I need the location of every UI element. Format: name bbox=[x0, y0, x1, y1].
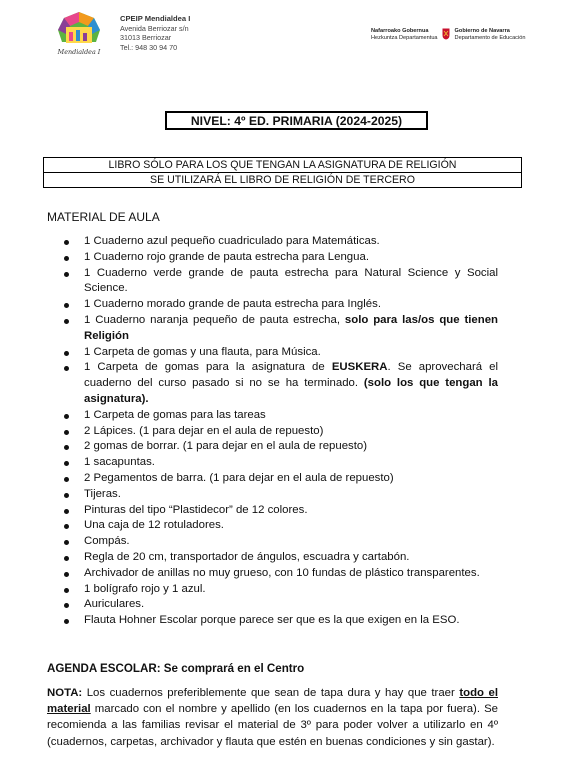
list-item-text: Pinturas del tipo “Plastidecor” de 12 colores. bbox=[84, 503, 308, 516]
list-item-text: Compás. bbox=[84, 535, 130, 548]
list-item-text: 1 Cuaderno rojo grande de pauta estrecha para Lengua. bbox=[84, 250, 369, 263]
list-item bbox=[47, 266, 498, 298]
bullet-icon bbox=[64, 477, 69, 482]
list-item-text: Tijeras. bbox=[84, 487, 121, 500]
list-item bbox=[47, 408, 498, 424]
school-info bbox=[120, 14, 190, 52]
list-item bbox=[47, 518, 498, 534]
list-item-text: 1 Cuaderno verde grande de pauta estrecha para Natural Science y Social Science. bbox=[84, 266, 498, 295]
gov-basque-name: Nafarroako Gobernua bbox=[371, 28, 429, 34]
nota-text: marcado con el nombre y apellido (en los cuadernos en la tapa por fuera). Se recomienda a las familias revisar el material de 3º para poder volver a utilizarlo en 4º (cuadernos, carpetas, archivador y flauta que estén en buenas condiciones y sin gastar). bbox=[47, 703, 498, 748]
school-phone: Tel.: 948 30 94 70 bbox=[120, 42, 178, 52]
list-item bbox=[47, 345, 498, 361]
bullet-icon bbox=[64, 572, 69, 577]
list-item-text: Flauta Hohner Escolar porque parece ser que es la que exigen en la ESO. bbox=[84, 614, 460, 627]
letterhead bbox=[0, 0, 566, 70]
bullet-icon bbox=[64, 351, 69, 356]
list-item bbox=[47, 297, 498, 313]
list-item bbox=[47, 424, 498, 440]
bullet-icon bbox=[64, 414, 69, 419]
gov-spanish-name: Gobierno de Navarra bbox=[454, 28, 510, 34]
bullet-icon bbox=[64, 619, 69, 624]
bullet-icon bbox=[64, 445, 69, 450]
list-item-text: Archivador de anillas no muy grueso, con 10 fundas de plástico transparentes. bbox=[84, 566, 480, 579]
nota-paragraph bbox=[47, 685, 498, 750]
bullet-icon bbox=[64, 509, 69, 514]
government-logo bbox=[371, 28, 525, 42]
list-item bbox=[47, 597, 498, 613]
bullet-icon bbox=[64, 430, 69, 435]
bullet-icon bbox=[64, 366, 69, 371]
list-item bbox=[47, 455, 498, 471]
bullet-icon bbox=[64, 493, 69, 498]
school-name: CPEIP Mendialdea I bbox=[120, 14, 191, 23]
list-item-text: Regla de 20 cm, transportador de ángulos, escuadra y cartabón. bbox=[84, 550, 410, 563]
bullet-icon bbox=[64, 303, 69, 308]
list-item bbox=[47, 503, 498, 519]
list-item-text: Una caja de 12 rotuladores. bbox=[84, 519, 224, 532]
list-item bbox=[47, 234, 498, 250]
religion-notice-line: SE UTILIZARÁ EL LIBRO DE RELIGIÓN DE TERCERO bbox=[44, 172, 521, 187]
school-logo-icon bbox=[48, 10, 110, 62]
bullet-icon bbox=[64, 556, 69, 561]
gov-spanish bbox=[455, 28, 526, 42]
list-item-text: 1 Carpeta de gomas para la asignatura de bbox=[84, 361, 332, 374]
list-item bbox=[47, 487, 498, 503]
school-address-line: 31013 Berriozar bbox=[120, 33, 172, 43]
list-item-text: 1 Carpeta de gomas y una flauta, para Música. bbox=[84, 345, 321, 358]
bullet-icon bbox=[64, 524, 69, 529]
list-item bbox=[47, 582, 498, 598]
list-item-text: 1 Cuaderno azul pequeño cuadriculado para Matemáticas. bbox=[84, 235, 380, 247]
navarra-shield-icon bbox=[442, 28, 450, 40]
nota-underlined: todo el material bbox=[47, 687, 498, 716]
agenda-note: AGENDA ESCOLAR: Se comprará en el Centro bbox=[47, 662, 305, 675]
list-item-text: 1 Cuaderno naranja pequeño de pauta estrecha, bbox=[84, 313, 345, 326]
list-item-text: 1 bolígrafo rojo y 1 azul. bbox=[84, 582, 206, 595]
gov-spanish-dept: Departamento de Educación bbox=[454, 35, 526, 42]
gov-basque-dept: Hezkuntza Departamentua bbox=[371, 35, 438, 42]
bullet-icon bbox=[64, 319, 69, 324]
religion-notice bbox=[43, 157, 522, 188]
list-item-text: 1 Cuaderno morado grande de pauta estrecha para Inglés. bbox=[84, 298, 381, 311]
list-item-text: . Se aprovechará el cuaderno del curso pasado si no se ha terminado. bbox=[84, 361, 499, 390]
nota-label: NOTA: bbox=[47, 687, 83, 699]
bullet-icon bbox=[64, 256, 69, 261]
list-item bbox=[47, 250, 498, 266]
list-item bbox=[47, 471, 498, 487]
bullet-icon bbox=[64, 540, 69, 545]
gov-basque bbox=[371, 28, 438, 42]
list-item-emphasis: (solo los que tengan la asignatura). bbox=[84, 377, 498, 405]
list-item bbox=[47, 360, 498, 407]
list-item bbox=[47, 566, 498, 582]
list-item-text: 1 Carpeta de gomas para las tareas bbox=[84, 408, 266, 421]
list-item-text: 2 Pegamentos de barra. (1 para dejar en el aula de repuesto) bbox=[84, 471, 394, 484]
bullet-icon bbox=[64, 272, 69, 277]
bullet-icon bbox=[64, 588, 69, 593]
logo-wordmark: Mendialdea I bbox=[57, 48, 101, 56]
material-list bbox=[47, 234, 498, 629]
school-address-line: Avenida Berriozar s/n bbox=[120, 23, 189, 33]
list-item bbox=[47, 613, 498, 629]
list-item-emphasis: solo para las/os que tienen Religión bbox=[84, 313, 498, 342]
bullet-icon bbox=[64, 461, 69, 466]
nota-text: Los cuadernos preferiblemente que sean de tapa dura y hay que traer bbox=[82, 687, 460, 699]
list-item-text: 2 gomas de borrar. (1 para dejar en el aula de repuesto) bbox=[84, 440, 368, 453]
list-item bbox=[47, 439, 498, 455]
level-title: NIVEL: 4º ED. PRIMARIA (2024-2025) bbox=[165, 111, 428, 130]
list-item-text: 2 Lápices. (1 para dejar en el aula de repuesto) bbox=[84, 424, 324, 437]
list-item-text: 1 sacapuntas. bbox=[84, 456, 155, 469]
bullet-icon bbox=[64, 240, 69, 245]
list-item-emphasis: EUSKERA bbox=[331, 361, 388, 374]
list-item bbox=[47, 313, 498, 345]
list-item bbox=[47, 550, 498, 566]
religion-notice-line: LIBRO SÓLO PARA LOS QUE TENGAN LA ASIGNATURA DE RELIGIÓN bbox=[108, 159, 457, 171]
material-section-title: MATERIAL DE AULA bbox=[47, 210, 160, 224]
list-item-text: Auriculares. bbox=[84, 598, 145, 611]
bullet-icon bbox=[64, 603, 69, 608]
list-item bbox=[47, 534, 498, 550]
